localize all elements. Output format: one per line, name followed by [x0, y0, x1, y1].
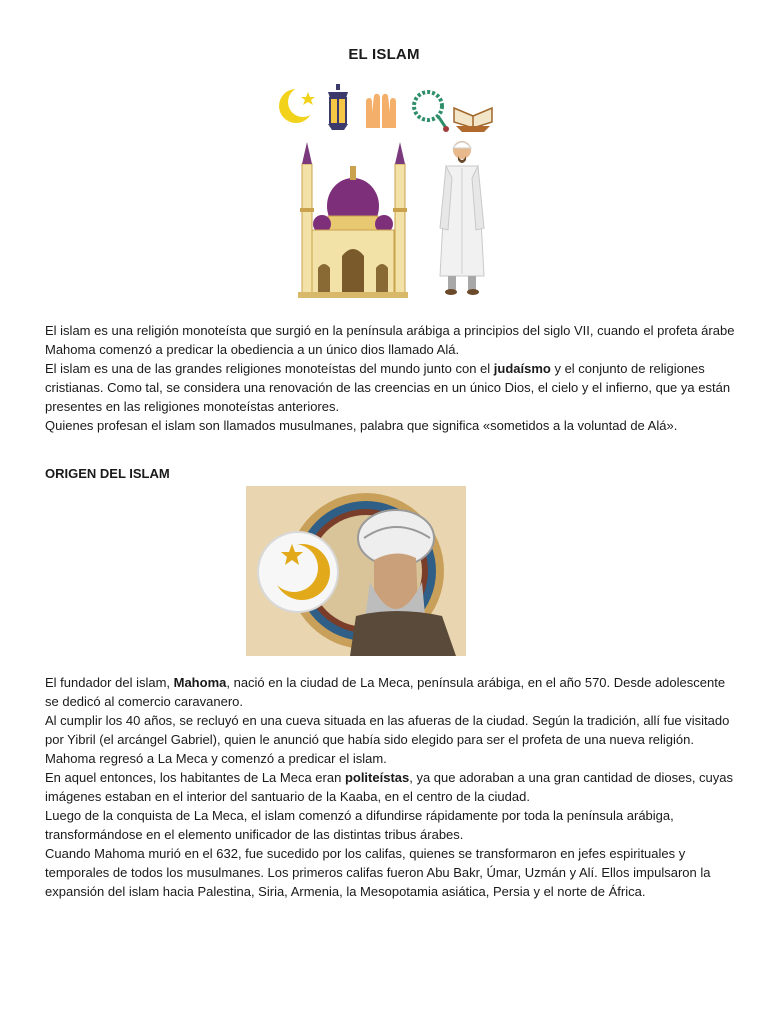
intro-text	[45, 321, 735, 435]
quran-book-icon	[454, 108, 492, 132]
judaismo-term: judaísmo	[493, 361, 551, 376]
mosque-icon	[298, 142, 408, 298]
origin-text	[45, 673, 735, 901]
intro-paragraph-2: El islam es una de las grandes religiones monoteístas del mundo junto con el judaísmo y el conjunto de religiones cristianas. Como tal, se considera una renovación de las creencias en un único Dios, el cielo y el infierno, que ya están presentes en las religiones monoteístas anteriores.	[45, 361, 731, 414]
crescent-star-emblem-icon	[258, 532, 338, 612]
intro-paragraph-3: Quienes profesan el islam son llamados musulmanes, palabra que significa «sometidos a la voluntad de Alá».	[45, 418, 678, 433]
section-heading-origen: ORIGEN DEL ISLAM	[45, 466, 170, 481]
origin-paragraph-5: Cuando Mahoma murió en el 632, fue sucedido por los califas, quienes se transformaron en jefes espirituales y temporales de todos los musulmanes. Los primeros califas fueron Abu Bakr, Úmar, Uzmán y Alí. Ellos impulsaron la expansión del islam hacia Palestina, Siria, Armenia, la Mesopotamia asiática, Persia y el norte de África.	[45, 846, 711, 899]
mahoma-illustration	[246, 486, 466, 656]
origin-paragraph-1: El fundador del islam, Mahoma, nació en la ciudad de La Meca, península arábiga, en el año 570. Desde adolescente se dedicó al comercio caravanero.	[45, 675, 726, 709]
praying-hands-icon	[366, 94, 396, 128]
mahoma-term: Mahoma	[173, 675, 227, 690]
origin-paragraph-3: En aquel entonces, los habitantes de La Meca eran politeístas, ya que adoraban a una gran cantidad de dioses, cuyas imágenes estaban en el interior del santuario de la Kaaba, en el centro de la ciudad.	[45, 770, 734, 804]
origin-paragraph-2: Al cumplir los 40 años, se recluyó en una cueva situada en las afueras de la ciudad. Según la tradición, allí fue visitado por Yibril (el arcángel Gabriel), quien le anunció que había sido elegido para ser el profeta de una nueva religión. Mahoma regresó a La Meca y comenzó a predicar el islam.	[45, 713, 730, 766]
islam-illustration	[270, 78, 500, 308]
intro-paragraph-1: El islam es una religión monoteísta que surgió en la península arábiga a principios del siglo VII, cuando el profeta árabe Mahoma comenzó a predicar la obediencia a un único dios llamado Alá.	[45, 323, 735, 357]
man-figure-icon	[440, 141, 484, 295]
lantern-icon	[328, 84, 348, 130]
page-title: EL ISLAM	[348, 46, 420, 63]
origin-paragraph-4: Luego de la conquista de La Meca, el islam comenzó a difundirse rápidamente por toda la península arábiga, transformándose en el elemento unificador de las distintas tribus árabes.	[45, 808, 674, 842]
crescent-star-icon	[279, 87, 318, 123]
politeistas-term: politeístas	[344, 770, 410, 785]
prayer-beads-icon	[414, 92, 449, 132]
